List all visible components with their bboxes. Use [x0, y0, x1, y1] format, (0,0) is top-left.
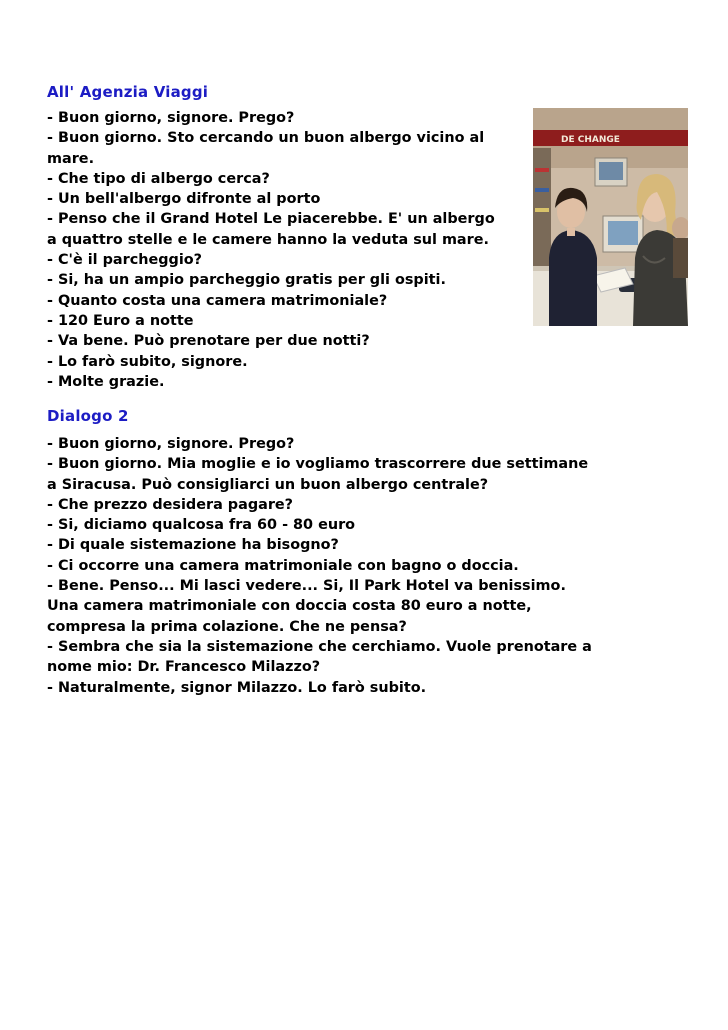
dialogue-line: - Buon giorno, signore. Prego?: [47, 110, 295, 126]
section-title: All' Agenzia Viaggi: [47, 83, 209, 101]
sign-text: DE CHANGE: [561, 135, 620, 145]
dialogue-line: - Buon giorno. Sto cercando un buon albergo vicino al: [47, 130, 485, 147]
dialogue-line: - 120 Euro a notte: [47, 312, 194, 329]
dialogue-line: - Sembra che sia la sistemazione che cerchiamo. Vuole prenotare a: [47, 638, 592, 655]
dialogue-line: compresa la prima colazione. Che ne pensa?: [47, 618, 407, 635]
dialogue-line: - Buon giorno, signore. Prego?: [47, 436, 295, 452]
dialogue-line: - C'è il parcheggio?: [47, 252, 203, 269]
dialogue-line: - Buon giorno. Mia moglie e io vogliamo trascorrere due settimane: [47, 456, 589, 473]
dialogue-line: - Di quale sistemazione ha bisogno?: [47, 537, 339, 554]
dialogue-line: - Che prezzo desidera pagare?: [47, 496, 294, 513]
dialogue-line: - Ci occorre una camera matrimoniale con bagno o doccia.: [47, 557, 519, 574]
dialogue-line: - Penso che il Grand Hotel Le piacerebbe. E' un albergo: [47, 211, 495, 228]
dialogue-line: Una camera matrimoniale con doccia costa 80 euro a notte,: [47, 598, 532, 615]
dialogue-line: - Lo farò subito, signore.: [47, 353, 248, 370]
dialogue-line: mare.: [47, 150, 95, 167]
dialogue-line: - Bene. Penso... Mi lasci vedere... Si, Il Park Hotel va benissimo.: [47, 578, 566, 595]
dialogue-line: - Un bell'albergo difronte al porto: [47, 191, 321, 208]
dialogue-line: - Quanto costa una camera matrimoniale?: [47, 292, 388, 309]
dialogue-line: a Siracusa. Può consigliarci un buon albergo centrale?: [47, 476, 489, 493]
dialogue-line: - Naturalmente, signor Milazzo. Lo farò subito.: [47, 679, 427, 696]
dialogue-line: - Che tipo di albergo cerca?: [47, 170, 270, 187]
dialogue-2: [47, 434, 592, 698]
dialogue-line: - Va bene. Può prenotare per due notti?: [47, 333, 370, 350]
dialogue-1: [47, 108, 495, 392]
dialogue-line: - Si, ha un ampio parcheggio gratis per gli ospiti.: [47, 272, 446, 289]
dialogue-line: - Si, diciamo qualcosa fra 60 - 80 euro: [47, 517, 356, 534]
dialogue-line: - Molte grazie.: [47, 373, 165, 390]
dialogue-line: a quattro stelle e le camere hanno la veduta sul mare.: [47, 231, 489, 248]
section-title: Dialogo 2: [47, 407, 129, 425]
travel-agency-photo: [533, 108, 688, 326]
dialogue-line: nome mio: Dr. Francesco Milazzo?: [47, 659, 321, 676]
